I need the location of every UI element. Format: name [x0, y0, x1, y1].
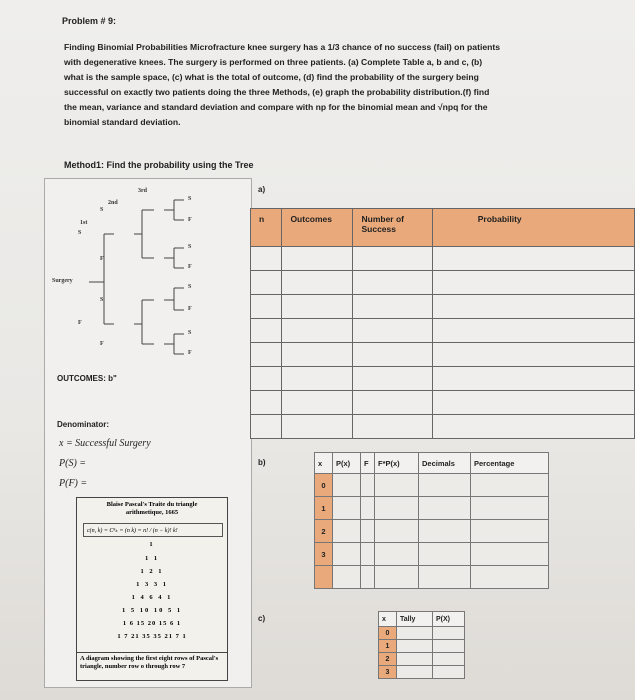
tree-node-f: F	[188, 350, 192, 356]
table-cell[interactable]	[282, 367, 353, 391]
table-cell[interactable]	[471, 474, 549, 497]
table-header: x	[379, 612, 397, 627]
pascal-title	[77, 501, 227, 517]
table-cell[interactable]	[361, 474, 375, 497]
table-cell[interactable]	[282, 415, 353, 439]
pascal-row: 1 3 3 1	[136, 581, 168, 588]
table-cell[interactable]	[432, 271, 634, 295]
table-cell[interactable]	[433, 653, 465, 666]
table-cell[interactable]	[333, 474, 361, 497]
pascal-row: 1 6 15 20 15 6 1	[122, 620, 182, 627]
table-row	[315, 474, 549, 497]
table-cell[interactable]	[361, 497, 375, 520]
tree-node-s: S	[78, 230, 82, 236]
table-cell[interactable]	[375, 497, 419, 520]
table-b	[314, 452, 549, 589]
tree-node-f: F	[188, 264, 192, 270]
table-b-label: b)	[258, 458, 266, 467]
table-row	[251, 415, 635, 439]
pascal-row: 1 2 1	[140, 568, 164, 575]
pascal-title-line: arithmetique, 1665	[125, 509, 179, 516]
table-cell[interactable]	[419, 474, 471, 497]
tree-level-label: 2nd	[108, 200, 118, 206]
tree-diagram	[44, 178, 250, 368]
x-value: 1	[379, 640, 397, 653]
table-cell[interactable]	[397, 640, 433, 653]
table-cell[interactable]	[282, 247, 353, 271]
tree-node-s: S	[188, 330, 192, 336]
x-value: 0	[315, 474, 333, 497]
pascal-row: 1	[149, 541, 155, 548]
x-value: 3	[379, 666, 397, 679]
table-row	[251, 271, 635, 295]
table-row	[251, 343, 635, 367]
table-header: Percentage	[471, 453, 549, 474]
tree-node-f: F	[188, 217, 192, 223]
pascal-row: 1 1	[144, 555, 160, 562]
tree-node-s: S	[100, 207, 104, 213]
table-cell[interactable]	[375, 520, 419, 543]
table-a	[250, 208, 635, 439]
table-cell[interactable]	[397, 653, 433, 666]
tree-node-f: F	[100, 341, 104, 347]
table-row	[315, 520, 549, 543]
table-cell[interactable]	[361, 543, 375, 566]
table-header: n	[251, 209, 282, 247]
problem-statement	[64, 40, 584, 130]
table-cell[interactable]	[419, 566, 471, 589]
table-row	[251, 247, 635, 271]
pascal-row: 1 7 21 35 35 21 7 1	[117, 633, 187, 640]
table-row	[379, 640, 465, 653]
table-cell[interactable]	[471, 497, 549, 520]
table-cell[interactable]	[432, 247, 634, 271]
table-cell[interactable]	[375, 543, 419, 566]
table-cell[interactable]	[432, 367, 634, 391]
pascal-caption: A diagram showing the first eight rows of Pascal's triangle, number row o through row 7	[77, 652, 227, 673]
problem-line: Finding Binomial Probabilities Microfracture knee surgery has a 1/3 chance of no success (fail) on patients	[64, 42, 501, 52]
table-cell[interactable]	[397, 666, 433, 679]
table-cell[interactable]	[251, 343, 282, 367]
x-value: 0	[379, 627, 397, 640]
table-cell[interactable]	[251, 367, 282, 391]
tree-node-f: F	[78, 320, 82, 326]
table-cell[interactable]	[353, 415, 432, 439]
table-row	[251, 295, 635, 319]
table-cell[interactable]	[433, 666, 465, 679]
tree-node-s: S	[100, 297, 104, 303]
table-cell[interactable]	[471, 520, 549, 543]
table-cell[interactable]	[282, 343, 353, 367]
table-cell[interactable]	[432, 295, 634, 319]
table-header: Probability	[432, 209, 634, 247]
table-cell[interactable]	[419, 497, 471, 520]
pascal-row: 1 5 10 10 5 1	[121, 607, 183, 614]
table-cell[interactable]	[333, 543, 361, 566]
outcomes-label: OUTCOMES: b"	[57, 374, 117, 383]
table-header: Number of Success	[353, 209, 432, 247]
table-cell[interactable]	[433, 640, 465, 653]
table-row	[315, 543, 549, 566]
table-cell[interactable]	[353, 367, 432, 391]
table-cell[interactable]	[361, 520, 375, 543]
table-cell[interactable]	[471, 566, 549, 589]
table-cell[interactable]	[353, 271, 432, 295]
tree-node-s: S	[188, 196, 192, 202]
table-cell[interactable]	[251, 319, 282, 343]
table-cell[interactable]	[375, 474, 419, 497]
pascal-row: 1 4 6 4 1	[131, 594, 173, 601]
table-cell[interactable]	[282, 319, 353, 343]
table-row	[251, 319, 635, 343]
table-row	[315, 497, 549, 520]
tree-node-f: F	[100, 256, 104, 262]
tree-root-label: Surgery	[52, 278, 73, 284]
table-header: Tally	[397, 612, 433, 627]
tree-node-s: S	[188, 284, 192, 290]
equation-ps: P(S) =	[59, 458, 87, 469]
table-cell[interactable]	[282, 271, 353, 295]
table-header: F	[361, 453, 375, 474]
table-row	[315, 566, 549, 589]
table-cell[interactable]	[432, 415, 634, 439]
table-cell[interactable]	[432, 319, 634, 343]
table-row	[251, 391, 635, 415]
table-cell[interactable]	[419, 520, 471, 543]
table-header: x	[315, 453, 333, 474]
tree-level-label: 3rd	[138, 188, 147, 194]
table-row	[379, 653, 465, 666]
table-row	[379, 627, 465, 640]
equation-x: x = Successful Surgery	[59, 438, 151, 449]
table-header: Decimals	[419, 453, 471, 474]
table-c	[378, 611, 465, 679]
table-cell[interactable]	[361, 566, 375, 589]
table-cell[interactable]	[333, 520, 361, 543]
method-title: Method1: Find the probability using the Tree	[64, 160, 254, 170]
tree-node-s: S	[188, 244, 192, 250]
problem-line: successful on exactly two patients doing the three Methods, (e) graph the probability distribution.(f) find	[64, 87, 490, 97]
pascal-title-line: Blaise Pascal's Traite du triangle	[106, 501, 198, 508]
table-a-label: a)	[258, 185, 266, 194]
table-cell[interactable]	[419, 543, 471, 566]
table-cell[interactable]	[251, 391, 282, 415]
table-header: P(X)	[433, 612, 465, 627]
table-cell[interactable]	[353, 343, 432, 367]
table-cell[interactable]	[353, 391, 432, 415]
problem-line: the mean, variance and standard deviation and compare with np for the binomial mean and √npq for the	[64, 102, 488, 112]
table-cell[interactable]	[432, 343, 634, 367]
table-c-label: c)	[258, 614, 266, 623]
table-cell[interactable]	[353, 247, 432, 271]
table-cell[interactable]	[375, 566, 419, 589]
table-row	[379, 666, 465, 679]
equation-pf: P(F) =	[59, 478, 88, 489]
x-value: 2	[379, 653, 397, 666]
denominator-label: Denominator:	[57, 420, 109, 429]
x-value: 2	[315, 520, 333, 543]
table-cell[interactable]	[282, 295, 353, 319]
table-cell[interactable]	[251, 247, 282, 271]
table-cell[interactable]	[282, 391, 353, 415]
problem-title: Problem # 9:	[62, 16, 117, 26]
table-cell[interactable]	[251, 271, 282, 295]
table-cell[interactable]	[432, 391, 634, 415]
pascal-triangle-box	[76, 497, 228, 681]
x-value: 3	[315, 543, 333, 566]
problem-line: binomial standard deviation.	[64, 117, 181, 127]
table-cell[interactable]	[353, 295, 432, 319]
problem-line: with degenerative knees. The surgery is performed on three patients. (a) Complete Table a, b and c, (b)	[64, 57, 483, 67]
table-header: Outcomes	[282, 209, 353, 247]
table-cell[interactable]	[433, 627, 465, 640]
table-header: F*P(x)	[375, 453, 419, 474]
table-row	[251, 367, 635, 391]
table-cell[interactable]	[471, 543, 549, 566]
table-cell[interactable]	[397, 627, 433, 640]
table-cell[interactable]	[333, 566, 361, 589]
table-header: P(x)	[333, 453, 361, 474]
table-cell[interactable]	[333, 497, 361, 520]
pascal-formula: c(n, k) = Cⁿₖ = (n k) = n! / (n − k)! k!	[83, 523, 223, 537]
table-cell[interactable]	[251, 415, 282, 439]
x-value: 1	[315, 497, 333, 520]
table-cell[interactable]	[353, 319, 432, 343]
problem-line: what is the sample space, (c) what is the total of outcome, (d) find the probability of the surgery being	[64, 72, 479, 82]
tree-level-label: 1st	[80, 220, 88, 226]
tree-node-f: F	[188, 306, 192, 312]
table-cell[interactable]	[251, 295, 282, 319]
